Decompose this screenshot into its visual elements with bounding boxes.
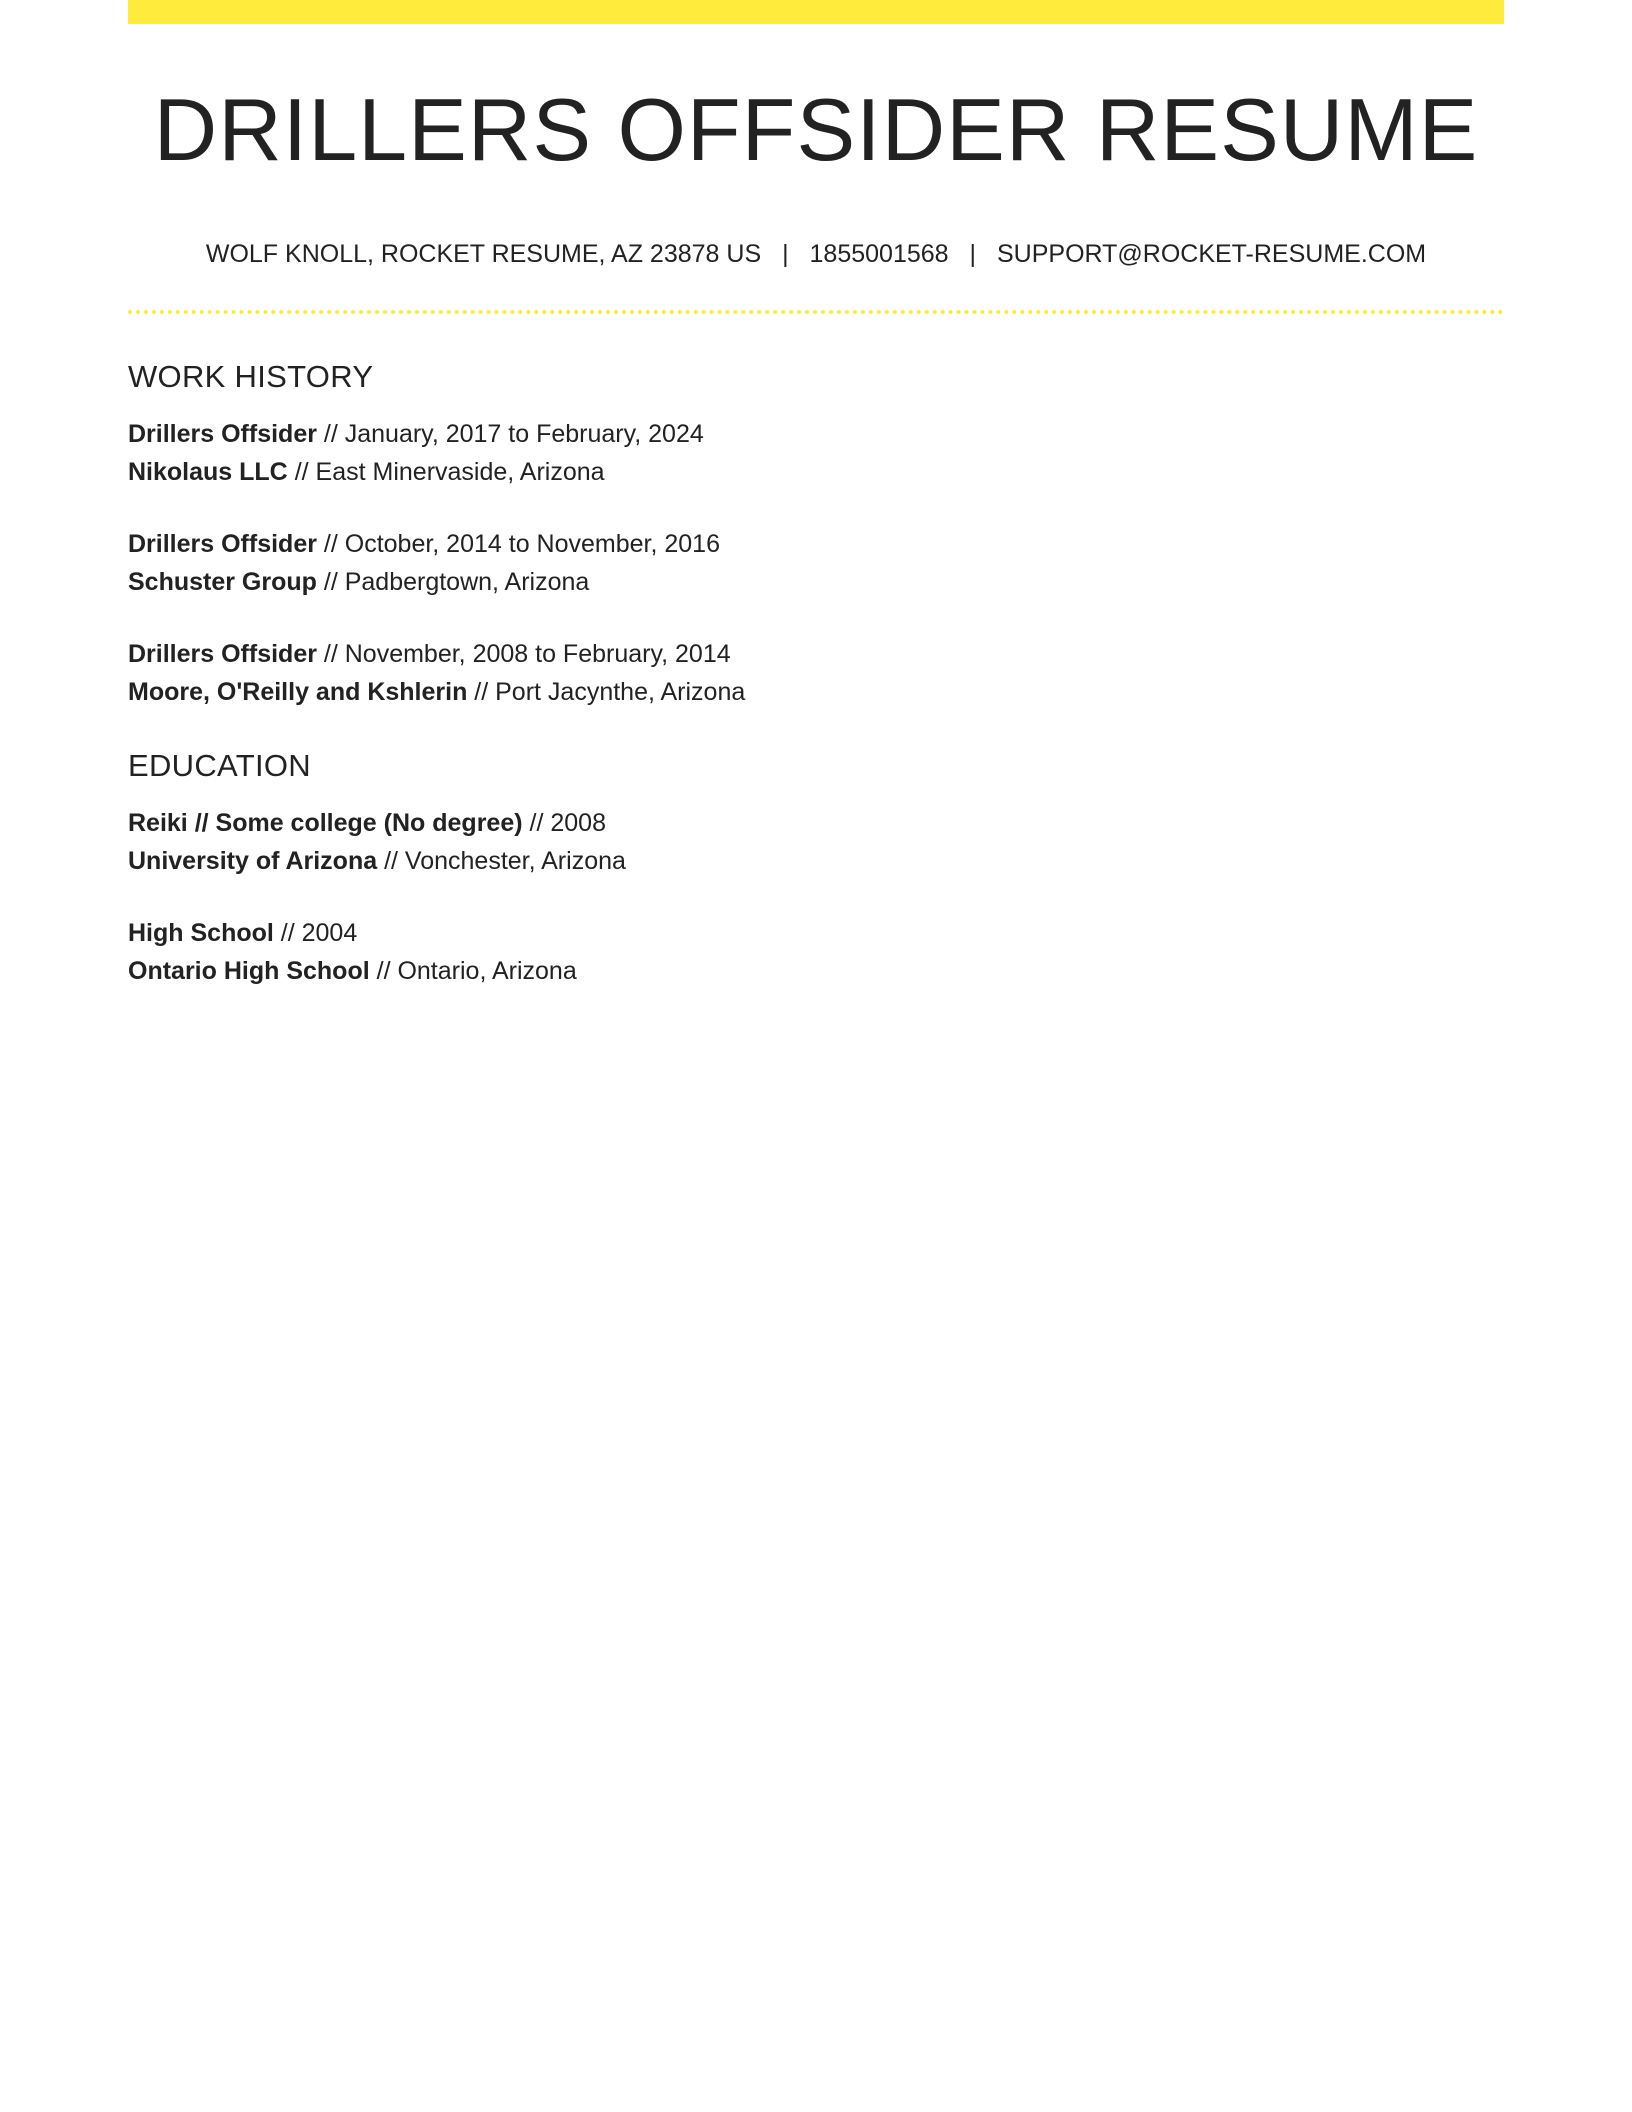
- work-entry-location: // Padbergtown, Arizona: [323, 567, 590, 596]
- education-heading: EDUCATION: [128, 747, 311, 783]
- work-entry-dates: // October, 2014 to November, 2016: [323, 529, 720, 558]
- accent-top-bar: [128, 0, 1504, 24]
- contact-separator: |: [782, 239, 789, 268]
- work-entry-company-line: [128, 453, 1504, 491]
- work-entry-role: Drillers Offsider: [128, 419, 317, 448]
- education-entry-school: Ontario High School: [128, 957, 370, 986]
- resume-page: [128, 0, 1504, 990]
- education-entry-year: // 2008: [529, 809, 606, 838]
- work-entry-role-line: [128, 635, 1504, 673]
- work-entry-company: Moore, O'Reilly and Kshlerin: [128, 677, 468, 706]
- education-entry-location: // Ontario, Arizona: [376, 957, 577, 986]
- education-section: [128, 747, 1504, 990]
- education-entry-school: University of Arizona: [128, 847, 378, 876]
- contact-separator: |: [969, 239, 977, 268]
- education-entry-school-line: [128, 952, 1504, 990]
- education-entry-location: // Vonchester, Arizona: [384, 847, 626, 876]
- education-entry: [128, 914, 1504, 990]
- work-entry-dates: // January, 2017 to February, 2024: [323, 419, 704, 448]
- work-entry: [128, 635, 1504, 711]
- contact-phone: 1855001568: [809, 239, 949, 268]
- education-entry-degree: High School: [128, 919, 274, 948]
- contact-email: SUPPORT@ROCKET-RESUME.COM: [996, 239, 1427, 268]
- work-entry-role: Drillers Offsider: [128, 529, 317, 558]
- work-entry-dates: // November, 2008 to February, 2014: [323, 639, 731, 668]
- work-history-list: [128, 415, 1504, 711]
- work-entry-company-line: [128, 563, 1504, 601]
- page-title: DRILLERS OFFSIDER RESUME: [153, 80, 1479, 179]
- work-entry: [128, 525, 1504, 601]
- dotted-divider: [128, 310, 1504, 314]
- work-entry-company: Schuster Group: [128, 567, 317, 596]
- education-entry-degree-line: [128, 804, 1504, 842]
- education-list: [128, 804, 1504, 990]
- education-entry-degree: Reiki // Some college (No degree): [128, 809, 523, 838]
- education-entry-year: // 2004: [280, 919, 358, 948]
- education-entry: [128, 804, 1504, 880]
- education-entry-degree-line: [128, 914, 1504, 952]
- work-entry-location: // East Minervaside, Arizona: [294, 457, 605, 486]
- work-entry-role-line: [128, 525, 1504, 563]
- work-history-section: [128, 358, 1504, 711]
- work-entry-company: Nikolaus LLC: [128, 457, 288, 486]
- contact-line: [128, 239, 1504, 269]
- work-history-heading: WORK HISTORY: [128, 358, 374, 394]
- work-entry-location: // Port Jacynthe, Arizona: [474, 677, 746, 706]
- work-entry-company-line: [128, 673, 1504, 711]
- work-entry-role-line: [128, 415, 1504, 453]
- education-entry-school-line: [128, 842, 1504, 880]
- work-entry: [128, 415, 1504, 491]
- work-entry-role: Drillers Offsider: [128, 639, 317, 668]
- contact-address: WOLF KNOLL, ROCKET RESUME, AZ 23878 US: [205, 239, 762, 268]
